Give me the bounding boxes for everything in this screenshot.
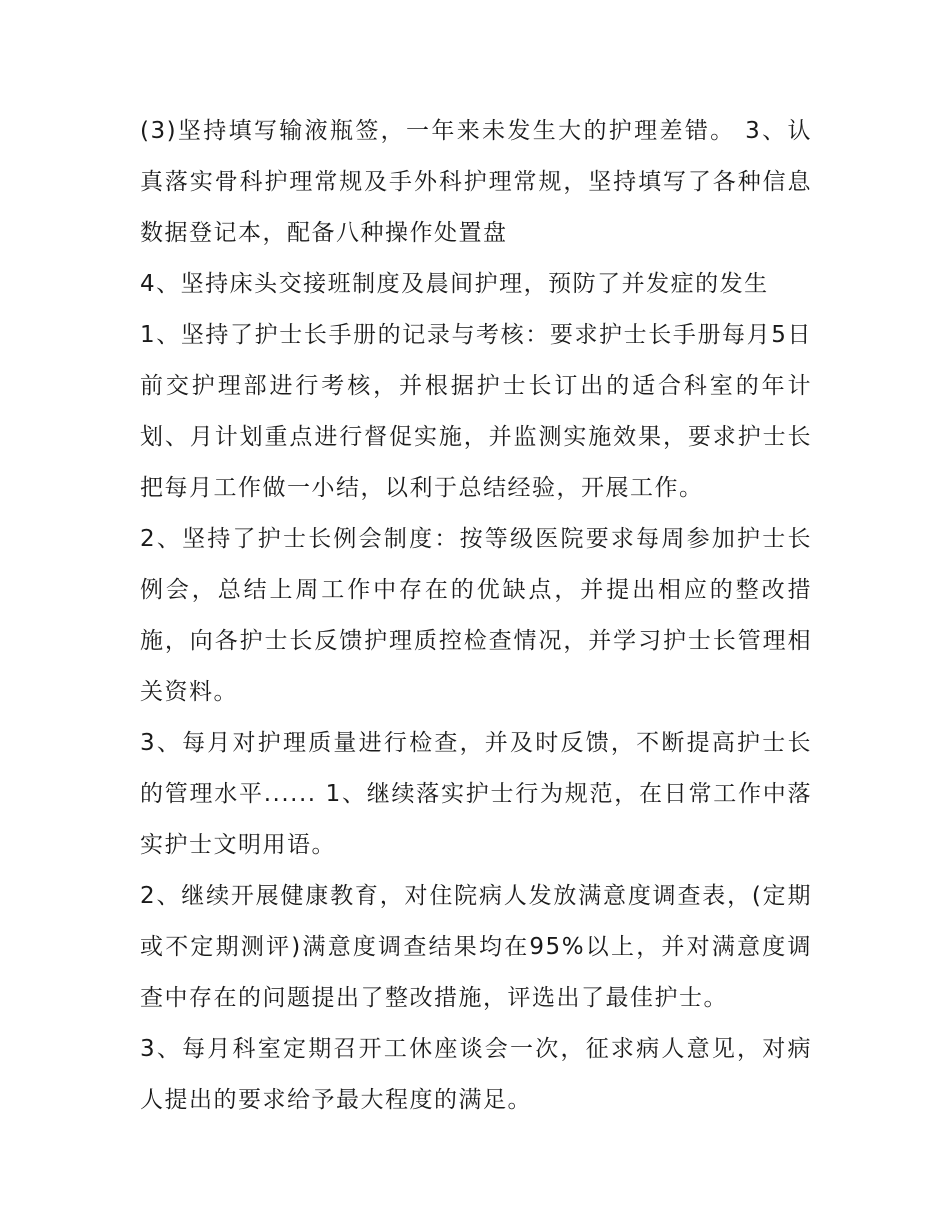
paragraph-4: 2、坚持了护士长例会制度：按等级医院要求每周参加护士长例会，总结上周工作中存在的优缺点，并提出相应的整改措施，向各护士长反馈护理质控检查情况，并学习护士长管理相关资料。	[140, 526, 812, 705]
paragraph-1: (3)坚持填写输液瓶签，一年来未发生大的护理差错。 3、认真落实骨科护理常规及手外科护理常规，坚持填写了各种信息数据登记本，配备八种操作处置盘	[140, 118, 812, 246]
paragraph-2: 4、坚持床头交接班制度及晨间护理，预防了并发症的发生	[140, 271, 769, 297]
paragraph-3: 1、坚持了护士长手册的记录与考核：要求护士长手册每月5日前交护理部进行考核，并根据护士长订出的适合科室的年计划、月计划重点进行督促实施，并监测实施效果，要求护士长把每月工作做一小结，以利于总结经验，开展工作。	[140, 322, 812, 501]
document-body	[140, 106, 812, 1126]
paragraph-6: 2、继续开展健康教育，对住院病人发放满意度调查表，(定期或不定期测评)满意度调查结果均在95%以上，并对满意度调查中存在的问题提出了整改措施，评选出了最佳护士。	[140, 883, 812, 1011]
paragraph-5: 3、每月对护理质量进行检查，并及时反馈，不断提高护士长的管理水平...... 1、继续落实护士行为规范，在日常工作中落实护士文明用语。	[140, 730, 812, 858]
paragraph-7: 3、每月科室定期召开工休座谈会一次，征求病人意见，对病人提出的要求给予最大程度的满足。	[140, 1036, 812, 1113]
